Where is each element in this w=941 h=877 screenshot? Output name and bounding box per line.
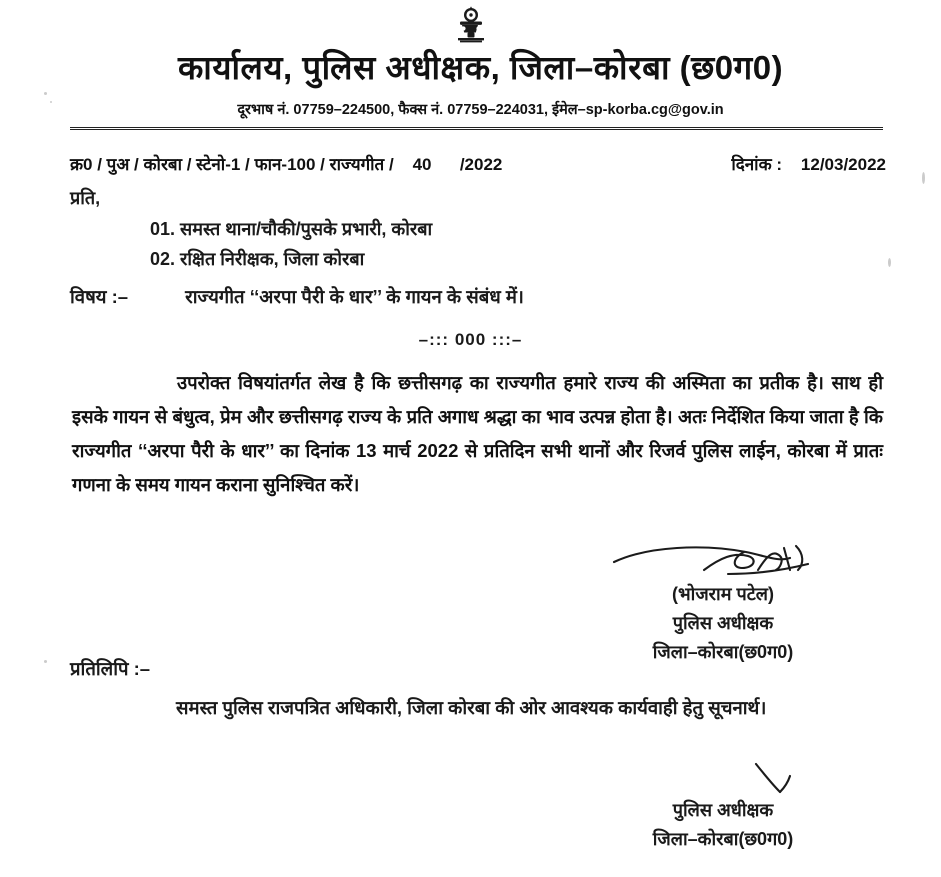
subject-text: राज्यगीत ‘‘अरपा पैरी के धार’’ के गायन के संबंध में। [185,286,524,307]
ashoka-emblem-icon [0,4,941,48]
scan-speck [888,258,891,267]
reference-number: क्र0 / पुअ / कोरबा / स्टेनो-1 / फान-100 / राज्यगीत / 40 /2022 [70,155,503,174]
reference-date: दिनांक : 12/03/2022 [731,155,886,174]
section-separator: –::: 000 :::– [418,330,523,349]
copy-label: प्रतिलिपि :– [70,658,151,679]
signature-block-primary [573,540,873,667]
reference-row [70,152,886,175]
signature-lines [573,580,873,667]
body-paragraph: उपरोक्त विषयांतर्गत लेख है कि छत्तीसगढ़ का राज्यगीत हमारे राज्य की अस्मिता का प्रतीक है। साथ ही इसके गायन से बंधुत्व, प्रेम और छत्तीसगढ़ राज्य के प्रति अगाध श्रद्धा का भाव उत्पन्न होता है। अतः निर्देशित किया जाता है कि राज्यगीत ‘‘अरपा पैरी के धार’’ का दिनांक 13 मार्च 2022 से प्रतिदिन सभी थानों और रिजर्व पुलिस लाईन, कोरबा में प्रातः गणना के समय गायन कराना सुनिश्चित करें। [72,372,883,495]
letterhead [60,44,901,130]
recipient-list [150,214,432,274]
list-item: 01. समस्त थाना/चौकी/पुसके प्रभारी, कोरबा [150,219,433,239]
to-label: प्रति, [70,188,101,208]
signature-block-secondary [573,762,873,854]
signatory-designation: पुलिस अधीक्षक [672,800,774,820]
scan-speck [44,660,47,663]
office-title: कार्यालय, पुलिस अधीक्षक, जिला–कोरबा (छ0ग0) [177,49,784,86]
scan-speck [50,101,52,103]
list-item: 02. रक्षित निरीक्षक, जिला कोरबा [150,249,365,269]
signatory-district: जिला–कोरबा(छ0ग0) [652,829,794,849]
signatory-designation: पुलिस अधीक्षक [672,613,774,633]
subject-label: विषय :– [70,286,129,307]
scan-speck [44,92,47,95]
signature-mark [573,540,873,578]
signature-lines-secondary [573,796,873,854]
header-divider [70,127,883,130]
signatory-district: जिला–कोरबा(छ0ग0) [652,642,794,662]
scan-speck [922,172,925,184]
subject-row [70,284,881,309]
contact-line: दूरभाष नं. 07759–224500, फैक्स नं. 07759–224031, ईमेल–sp-korba.cg@gov.in [237,102,724,118]
signature-mark-secondary [573,762,873,796]
copy-text: समस्त पुलिस राजपत्रित अधिकारी, जिला कोरबा की ओर आवश्यक कार्यवाही हेतु सूचनार्थ। [176,697,767,718]
signatory-name: (भोजराम पटेल) [672,584,774,604]
